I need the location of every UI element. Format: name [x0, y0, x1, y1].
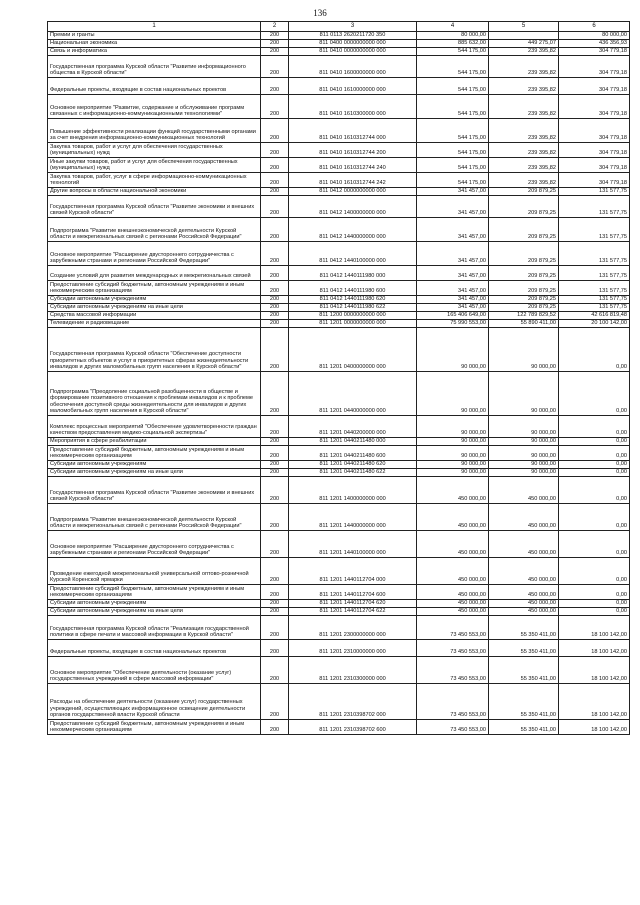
row-approved-cell: 544 175,00: [417, 158, 489, 173]
row-code-cell: 200: [261, 416, 289, 438]
table-row: [48, 640, 630, 657]
row-approved-cell: 90 000,00: [417, 372, 489, 416]
row-code-cell: 200: [261, 173, 289, 188]
row-code-cell: 200: [261, 266, 289, 281]
row-kbk-cell: 811 0410 1600000000 000: [289, 56, 417, 78]
row-approved-cell: 341 457,00: [417, 296, 489, 304]
row-approved-cell: 544 175,00: [417, 78, 489, 95]
row-kbk-cell: 811 1201 2310398702 600: [289, 720, 417, 735]
row-approved-cell: 80 000,00: [417, 32, 489, 40]
table-header-row: [48, 22, 630, 32]
row-approved-cell: 544 175,00: [417, 119, 489, 143]
row-code-cell: 200: [261, 600, 289, 608]
table-row: [48, 585, 630, 600]
row-approved-cell: 341 457,00: [417, 188, 489, 196]
row-kbk-cell: 811 1201 1400000000 000: [289, 477, 417, 504]
row-kbk-cell: 811 1201 0440211480 620: [289, 461, 417, 469]
table-row: [48, 328, 630, 372]
table-row: [48, 616, 630, 640]
row-name-cell: Федеральные проекты, входящие в состав национальных проектов: [48, 78, 261, 95]
row-code-cell: 200: [261, 684, 289, 720]
row-remaining-cell: 304 779,18: [559, 95, 630, 119]
row-remaining-cell: 0,00: [559, 600, 630, 608]
table-row: [48, 469, 630, 477]
row-executed-cell: 209 879,25: [489, 188, 559, 196]
table-row: [48, 40, 630, 48]
row-kbk-cell: 811 1201 1440112704 622: [289, 608, 417, 616]
row-name-cell: Телевидение и радиовещание: [48, 320, 261, 328]
table-row: [48, 446, 630, 461]
row-code-cell: 200: [261, 616, 289, 640]
row-code-cell: 200: [261, 477, 289, 504]
row-name-cell: Подпрограмма "Развитие внешнеэкономической деятельности Курской области и межрегиональных связей с регионами Российской Федерации": [48, 218, 261, 242]
row-code-cell: 200: [261, 461, 289, 469]
row-remaining-cell: 304 779,18: [559, 119, 630, 143]
row-approved-cell: 90 000,00: [417, 416, 489, 438]
row-remaining-cell: 131 577,75: [559, 218, 630, 242]
row-name-cell: Предоставление субсидий бюджетным, автономным учреждениям и иным некоммерческим организациям: [48, 446, 261, 461]
row-code-cell: 200: [261, 328, 289, 372]
row-name-cell: Федеральные проекты, входящие в состав национальных проектов: [48, 640, 261, 657]
row-executed-cell: 55 350 411,00: [489, 720, 559, 735]
row-executed-cell: 122 789 829,52: [489, 312, 559, 320]
table-row: [48, 218, 630, 242]
row-kbk-cell: 811 1201 2310000000 000: [289, 640, 417, 657]
row-remaining-cell: 0,00: [559, 328, 630, 372]
row-kbk-cell: 811 0410 1610300000 000: [289, 95, 417, 119]
row-code-cell: 200: [261, 312, 289, 320]
row-executed-cell: 450 000,00: [489, 608, 559, 616]
row-kbk-cell: 811 1201 0000000000 000: [289, 320, 417, 328]
row-kbk-cell: 811 1201 0400000000 000: [289, 328, 417, 372]
column-header-4: 4: [417, 22, 489, 32]
row-approved-cell: 73 450 553,00: [417, 720, 489, 735]
row-remaining-cell: 304 779,18: [559, 78, 630, 95]
row-code-cell: 200: [261, 188, 289, 196]
row-approved-cell: 544 175,00: [417, 95, 489, 119]
row-code-cell: 200: [261, 608, 289, 616]
row-remaining-cell: 18 100 142,00: [559, 640, 630, 657]
row-name-cell: Предоставление субсидий бюджетным, автономным учреждениям и иным некоммерческим организациям: [48, 585, 261, 600]
row-name-cell: Субсидии автономным учреждениям на иные цели: [48, 469, 261, 477]
row-approved-cell: 341 457,00: [417, 266, 489, 281]
row-executed-cell: 239 395,82: [489, 119, 559, 143]
row-approved-cell: 450 000,00: [417, 558, 489, 585]
row-kbk-cell: 811 1201 1440000000 000: [289, 504, 417, 531]
row-remaining-cell: 0,00: [559, 416, 630, 438]
row-executed-cell: 90 000,00: [489, 469, 559, 477]
row-remaining-cell: 18 100 142,00: [559, 657, 630, 684]
row-code-cell: 200: [261, 558, 289, 585]
row-executed-cell: 450 000,00: [489, 504, 559, 531]
row-approved-cell: 341 457,00: [417, 196, 489, 218]
row-code-cell: 200: [261, 446, 289, 461]
table-row: [48, 461, 630, 469]
row-kbk-cell: 811 1201 0440211480 000: [289, 438, 417, 446]
row-executed-cell: 55 350 411,00: [489, 657, 559, 684]
row-approved-cell: 73 450 553,00: [417, 657, 489, 684]
row-remaining-cell: 0,00: [559, 608, 630, 616]
table-row: [48, 372, 630, 416]
table-row: [48, 48, 630, 56]
page-number: 136: [313, 8, 327, 18]
row-approved-cell: 341 457,00: [417, 242, 489, 266]
row-remaining-cell: 42 616 819,48: [559, 312, 630, 320]
row-executed-cell: 55 350 411,00: [489, 616, 559, 640]
row-executed-cell: 55 350 411,00: [489, 640, 559, 657]
row-remaining-cell: 304 779,18: [559, 48, 630, 56]
row-kbk-cell: 811 0410 1610312744 242: [289, 173, 417, 188]
row-remaining-cell: 0,00: [559, 372, 630, 416]
row-remaining-cell: 0,00: [559, 469, 630, 477]
table-row: [48, 504, 630, 531]
table-row: [48, 173, 630, 188]
row-executed-cell: 239 395,82: [489, 158, 559, 173]
table-row: [48, 95, 630, 119]
row-approved-cell: 450 000,00: [417, 477, 489, 504]
row-code-cell: 200: [261, 372, 289, 416]
row-kbk-cell: 811 1201 0440000000 000: [289, 372, 417, 416]
row-executed-cell: 90 000,00: [489, 416, 559, 438]
row-name-cell: Закупка товаров, работ, услуг в сфере информационно-коммуникационных технологий: [48, 173, 261, 188]
row-code-cell: 200: [261, 281, 289, 296]
row-name-cell: Создание условий для развития международных и межрегиональных связей: [48, 266, 261, 281]
row-kbk-cell: 811 0412 1400000000 000: [289, 196, 417, 218]
row-executed-cell: 55 350 411,00: [489, 684, 559, 720]
row-remaining-cell: 0,00: [559, 461, 630, 469]
row-name-cell: Расходы на обеспечение деятельности (оказание услуг) государственных учреждений, осуществляющих информационное освещение деятельности органов государственной власти Курской области: [48, 684, 261, 720]
table-body: [48, 32, 630, 735]
row-code-cell: 200: [261, 56, 289, 78]
row-name-cell: Субсидии автономным учреждениям: [48, 296, 261, 304]
row-code-cell: 200: [261, 158, 289, 173]
row-name-cell: Основное мероприятие "Обеспечение деятельности (оказание услуг) государственных учреждений в сфере массовой информации": [48, 657, 261, 684]
row-executed-cell: 209 879,25: [489, 296, 559, 304]
row-executed-cell: 239 395,82: [489, 95, 559, 119]
table-row: [48, 657, 630, 684]
row-kbk-cell: 811 1201 1440112704 620: [289, 600, 417, 608]
row-name-cell: Средства массовой информации: [48, 312, 261, 320]
row-code-cell: 200: [261, 40, 289, 48]
row-approved-cell: 90 000,00: [417, 446, 489, 461]
row-code-cell: 200: [261, 504, 289, 531]
table-row: [48, 477, 630, 504]
column-header-2: 2: [261, 22, 289, 32]
row-name-cell: Государственная программа Курской области "Развитие экономики и внешних связей Курской области": [48, 477, 261, 504]
row-code-cell: 200: [261, 196, 289, 218]
table-row: [48, 600, 630, 608]
row-approved-cell: 544 175,00: [417, 48, 489, 56]
row-approved-cell: 341 457,00: [417, 281, 489, 296]
row-name-cell: Комплекс процессных мероприятий "Обеспечение удовлетворенности граждан качеством предоставления медико-социальной экспертизы": [48, 416, 261, 438]
row-executed-cell: 209 879,25: [489, 218, 559, 242]
row-executed-cell: 239 395,82: [489, 173, 559, 188]
row-remaining-cell: 131 577,75: [559, 266, 630, 281]
row-executed-cell: 239 395,82: [489, 78, 559, 95]
row-executed-cell: 450 000,00: [489, 600, 559, 608]
row-name-cell: Национальная экономика: [48, 40, 261, 48]
table-row: [48, 531, 630, 558]
row-approved-cell: 450 000,00: [417, 531, 489, 558]
row-executed-cell: 450 000,00: [489, 585, 559, 600]
row-kbk-cell: 811 0410 0000000000 000: [289, 48, 417, 56]
row-kbk-cell: 811 0410 1610312744 200: [289, 143, 417, 158]
row-executed-cell: 90 000,00: [489, 438, 559, 446]
row-name-cell: Иные закупки товаров, работ и услуг для обеспечения государственных (муниципальных) нужд: [48, 158, 261, 173]
row-kbk-cell: 811 1201 1440112704 600: [289, 585, 417, 600]
column-header-1: 1: [48, 22, 261, 32]
row-executed-cell: 450 000,00: [489, 558, 559, 585]
row-kbk-cell: 811 1201 2310300000 000: [289, 657, 417, 684]
table-row: [48, 158, 630, 173]
row-remaining-cell: 18 100 142,00: [559, 684, 630, 720]
row-remaining-cell: 20 100 142,00: [559, 320, 630, 328]
table-row: [48, 608, 630, 616]
row-code-cell: 200: [261, 95, 289, 119]
row-name-cell: Предоставление субсидий бюджетным, автономным учреждениям и иным некоммерческим организациям: [48, 281, 261, 296]
row-code-cell: 200: [261, 32, 289, 40]
row-approved-cell: 73 450 553,00: [417, 616, 489, 640]
row-executed-cell: 209 879,25: [489, 266, 559, 281]
row-approved-cell: 450 000,00: [417, 608, 489, 616]
row-executed-cell: 55 890 411,00: [489, 320, 559, 328]
row-name-cell: Мероприятия в сфере реабилитации: [48, 438, 261, 446]
row-name-cell: Основное мероприятие "Расширение двустороннего сотрудничества с зарубежными странами и регионами Российской Федерации": [48, 531, 261, 558]
table-row: [48, 242, 630, 266]
row-remaining-cell: 304 779,18: [559, 143, 630, 158]
table-row: [48, 281, 630, 296]
row-executed-cell: 90 000,00: [489, 461, 559, 469]
row-name-cell: Основное мероприятие "Расширение двустороннего сотрудничества с зарубежными странами и регионами Российской Федерации": [48, 242, 261, 266]
row-kbk-cell: 811 1201 2300000000 000: [289, 616, 417, 640]
row-name-cell: Государственная программа Курской области "Развитие информационного общества в Курской области": [48, 56, 261, 78]
row-code-cell: 200: [261, 242, 289, 266]
row-remaining-cell: 0,00: [559, 585, 630, 600]
table-row: [48, 296, 630, 304]
row-name-cell: Основное мероприятие "Развитие, содержание и обслуживание программ связанных с информационно-коммуникационными технологиями": [48, 95, 261, 119]
row-name-cell: Предоставление субсидий бюджетным, автономным учреждениям и иным некоммерческим организациям: [48, 720, 261, 735]
row-approved-cell: 90 000,00: [417, 328, 489, 372]
table-row: [48, 558, 630, 585]
row-kbk-cell: 811 0412 1440111980 600: [289, 281, 417, 296]
table-row: [48, 312, 630, 320]
row-kbk-cell: 811 0410 1610000000 000: [289, 78, 417, 95]
row-remaining-cell: 131 577,75: [559, 296, 630, 304]
row-kbk-cell: 811 1201 0440200000 000: [289, 416, 417, 438]
row-executed-cell: 239 395,82: [489, 56, 559, 78]
row-remaining-cell: 18 100 142,00: [559, 616, 630, 640]
row-name-cell: Повышение эффективности реализации функций государственными органами за счет внедрения информационно-коммуникационных технологий: [48, 119, 261, 143]
row-name-cell: Субсидии автономным учреждениям: [48, 461, 261, 469]
row-approved-cell: 544 175,00: [417, 173, 489, 188]
row-code-cell: 200: [261, 48, 289, 56]
row-name-cell: Связь и информатика: [48, 48, 261, 56]
row-approved-cell: 90 000,00: [417, 438, 489, 446]
row-name-cell: Субсидии автономным учреждениям на иные цели: [48, 608, 261, 616]
row-approved-cell: 450 000,00: [417, 504, 489, 531]
row-kbk-cell: 811 0412 1440111980 000: [289, 266, 417, 281]
row-approved-cell: 341 457,00: [417, 304, 489, 312]
row-kbk-cell: 811 0400 0000000000 000: [289, 40, 417, 48]
row-name-cell: Подпрограмма "Развитие внешнеэкономической деятельности Курской области и межрегиональных связей с регионами Российской Федерации": [48, 504, 261, 531]
row-name-cell: Другие вопросы в области национальной экономики: [48, 188, 261, 196]
row-remaining-cell: 80 000,00: [559, 32, 630, 40]
table-row: [48, 416, 630, 438]
row-name-cell: Субсидии автономным учреждениям на иные цели: [48, 304, 261, 312]
row-remaining-cell: 304 779,18: [559, 158, 630, 173]
row-code-cell: 200: [261, 438, 289, 446]
row-approved-cell: 341 457,00: [417, 218, 489, 242]
row-executed-cell: 90 000,00: [489, 328, 559, 372]
row-kbk-cell: 811 0412 1440111980 622: [289, 304, 417, 312]
row-remaining-cell: 304 779,18: [559, 56, 630, 78]
row-remaining-cell: 131 577,75: [559, 188, 630, 196]
table-row: [48, 32, 630, 40]
row-remaining-cell: 18 100 142,00: [559, 720, 630, 735]
column-header-5: 5: [489, 22, 559, 32]
row-remaining-cell: 131 577,75: [559, 304, 630, 312]
row-approved-cell: 544 175,00: [417, 56, 489, 78]
table-row: [48, 438, 630, 446]
row-code-cell: 200: [261, 78, 289, 95]
row-executed-cell: 209 879,25: [489, 304, 559, 312]
row-code-cell: 200: [261, 218, 289, 242]
row-executed-cell: 450 000,00: [489, 531, 559, 558]
row-name-cell: Субсидии автономным учреждениям: [48, 600, 261, 608]
table-row: [48, 266, 630, 281]
row-approved-cell: 90 000,00: [417, 461, 489, 469]
row-executed-cell: 450 000,00: [489, 477, 559, 504]
row-code-cell: 200: [261, 320, 289, 328]
row-executed-cell: 239 395,82: [489, 143, 559, 158]
row-code-cell: 200: [261, 143, 289, 158]
table-row: [48, 143, 630, 158]
row-approved-cell: 73 450 553,00: [417, 640, 489, 657]
row-executed-cell: 239 395,82: [489, 48, 559, 56]
row-approved-cell: 165 406 649,00: [417, 312, 489, 320]
table-row: [48, 720, 630, 735]
row-kbk-cell: 811 0412 1440000000 000: [289, 218, 417, 242]
row-code-cell: 200: [261, 531, 289, 558]
row-kbk-cell: 811 0412 1440111980 620: [289, 296, 417, 304]
row-name-cell: Премии и гранты: [48, 32, 261, 40]
row-kbk-cell: 811 1201 1440100000 000: [289, 531, 417, 558]
row-code-cell: 200: [261, 119, 289, 143]
row-remaining-cell: 0,00: [559, 477, 630, 504]
table-row: [48, 320, 630, 328]
table-row: [48, 56, 630, 78]
row-code-cell: 200: [261, 296, 289, 304]
row-approved-cell: 73 450 553,00: [417, 684, 489, 720]
row-executed-cell: 90 000,00: [489, 372, 559, 416]
row-remaining-cell: 131 577,75: [559, 242, 630, 266]
row-executed-cell: 90 000,00: [489, 446, 559, 461]
row-kbk-cell: 811 0410 1610312744 000: [289, 119, 417, 143]
row-code-cell: 200: [261, 720, 289, 735]
row-kbk-cell: 811 1201 0440211480 622: [289, 469, 417, 477]
row-remaining-cell: 0,00: [559, 558, 630, 585]
table-row: [48, 196, 630, 218]
table-row: [48, 78, 630, 95]
row-name-cell: Государственная программа Курской области "Обеспечение доступности приоритетных объектов и услуг в приоритетных сферах жизнедеятельности инвалидов и других маломобильных групп населения в Курской области": [48, 328, 261, 372]
row-code-cell: 200: [261, 640, 289, 657]
row-remaining-cell: 304 779,18: [559, 173, 630, 188]
row-executed-cell: [489, 32, 559, 40]
row-kbk-cell: 811 0113 2620211720 350: [289, 32, 417, 40]
row-remaining-cell: 436 356,93: [559, 40, 630, 48]
row-remaining-cell: 0,00: [559, 531, 630, 558]
row-code-cell: 200: [261, 469, 289, 477]
row-executed-cell: 209 879,25: [489, 281, 559, 296]
budget-table: [47, 21, 630, 735]
row-code-cell: 200: [261, 657, 289, 684]
row-approved-cell: 885 632,00: [417, 40, 489, 48]
table-row: [48, 188, 630, 196]
row-approved-cell: 450 000,00: [417, 600, 489, 608]
row-kbk-cell: 811 0412 1440100000 000: [289, 242, 417, 266]
row-remaining-cell: 131 577,75: [559, 196, 630, 218]
table-row: [48, 119, 630, 143]
row-remaining-cell: 0,00: [559, 504, 630, 531]
column-header-6: 6: [559, 22, 630, 32]
row-kbk-cell: 811 0410 1610312744 240: [289, 158, 417, 173]
row-executed-cell: 209 879,25: [489, 196, 559, 218]
row-approved-cell: 450 000,00: [417, 585, 489, 600]
row-approved-cell: 544 175,00: [417, 143, 489, 158]
row-name-cell: Подпрограмма "Преодоление социальной разобщенности в обществе и формирование позитивного отношения к проблемам инвалидов и к проблеме обеспечения доступной среды жизнедеятельности для инвалидов и других маломобильных групп населения в Курской области": [48, 372, 261, 416]
row-name-cell: Государственная программа Курской области "Развитие экономики и внешних связей Курской области": [48, 196, 261, 218]
row-approved-cell: 75 990 553,00: [417, 320, 489, 328]
row-remaining-cell: 131 577,75: [559, 281, 630, 296]
row-name-cell: Проведение ежегодной межрегиональной универсальной оптово-розничной Курской Коренской ярмарки: [48, 558, 261, 585]
table-row: [48, 684, 630, 720]
row-remaining-cell: 0,00: [559, 446, 630, 461]
row-kbk-cell: 811 1201 0440211480 600: [289, 446, 417, 461]
table-row: [48, 304, 630, 312]
row-kbk-cell: 811 1201 1440112704 000: [289, 558, 417, 585]
row-approved-cell: 90 000,00: [417, 469, 489, 477]
row-kbk-cell: 811 1201 2310398702 000: [289, 684, 417, 720]
row-name-cell: Закупка товаров, работ и услуг для обеспечения государственных (муниципальных) нужд: [48, 143, 261, 158]
row-remaining-cell: 0,00: [559, 438, 630, 446]
row-name-cell: Государственная программа Курской области "Реализация государственной политики в сфере печати и массовой информации в Курской области": [48, 616, 261, 640]
row-executed-cell: 209 879,25: [489, 242, 559, 266]
row-code-cell: 200: [261, 304, 289, 312]
row-kbk-cell: 811 0412 0000000000 000: [289, 188, 417, 196]
row-executed-cell: 449 275,07: [489, 40, 559, 48]
column-header-3: 3: [289, 22, 417, 32]
row-code-cell: 200: [261, 585, 289, 600]
row-kbk-cell: 811 1200 0000000000 000: [289, 312, 417, 320]
